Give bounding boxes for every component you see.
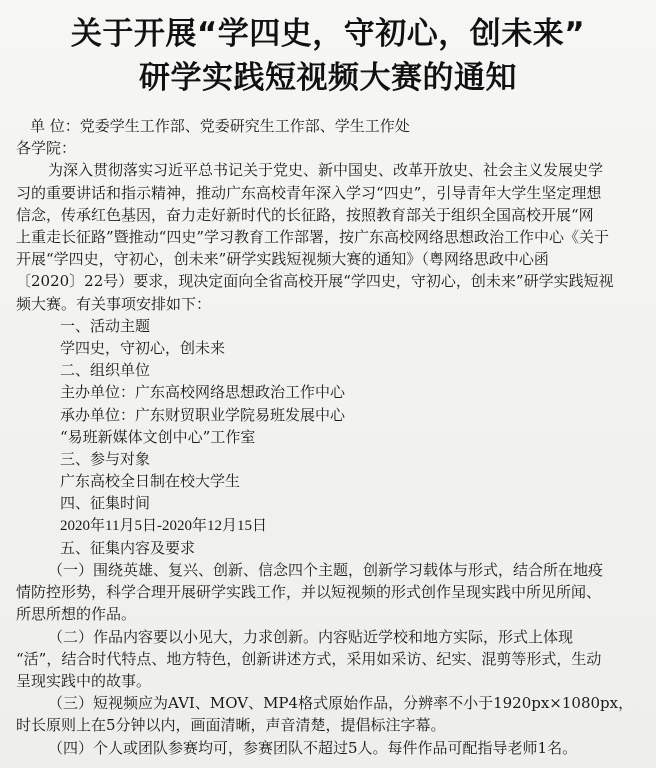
intro-line-5: 开展“学四史，守初心，创未来”研学实践短视频大赛的通知》（粤网络思政中心函: [16, 250, 549, 269]
unit-label: 单 位：: [30, 117, 80, 135]
section-2-title: 二、组织单位: [60, 361, 151, 380]
item-3-line-2: 时长原则上在5分钟以内，画面清晰，声音清楚，提倡标注字幕。: [16, 716, 446, 735]
section-4-title: 四、征集时间: [60, 494, 151, 513]
section-4-body: 2020年11月5日-2020年12月15日: [60, 517, 267, 534]
item-1-line-1: （一）围绕英雄、复兴、创新、信念四个主题，创新学习载体与形式，结合所在地疫: [48, 561, 604, 580]
intro-line-4: 上重走长征路”暨推动“四史”学习教育工作部署，按广东高校网络思想政治工作中心《关于: [16, 228, 610, 247]
document-title: [16, 14, 640, 98]
item-2-line-2: “活”，结合时代特点、地方特色，创新讲述方式，采用如采访、纪实、混剪等形式，生动: [16, 649, 602, 668]
section-5-title: 五、征集内容及要求: [60, 538, 196, 557]
section-3-body: 广东高校全日制在校大学生: [60, 472, 241, 491]
title-line-1: 关于开展“学四史，守初心，创未来”: [70, 16, 586, 52]
issuing-unit-line: [16, 115, 640, 137]
intro-line-6: 〔2020〕22号）要求，现决定面向全省高校开展“学四史，守初心，创未来”研学实践短视: [16, 272, 614, 291]
section-2-organizer-1: 承办单位：广东财贸职业学院易班发展中心: [60, 405, 346, 424]
intro-line-1: 为深入贯彻落实习近平总书记关于党史、新中国史、改革开放史、社会主义发展史学: [48, 161, 604, 180]
intro-line-2: 习的重要讲话和指示精神，推动广东高校青年深入学习“四史”，引导青年大学生坚定理想: [16, 183, 602, 202]
title-line-2: 研学实践短视频大赛的通知: [139, 60, 517, 96]
section-3-title: 三、参与对象: [60, 450, 151, 469]
item-2-line-3: 呈现实践中的故事。: [16, 672, 152, 691]
unit-value: 党委学生工作部、党委研究生工作部、学生工作处: [79, 117, 410, 135]
section-2-organizer-2: “易班新媒体文创中心”工作室: [60, 427, 256, 446]
document-body: [16, 115, 640, 759]
item-1-line-3: 所思所想的作品。: [16, 605, 137, 624]
item-2-line-1: （二）作品内容要以小见大，力求创新。内容贴近学校和地方实际，形式上体现: [48, 627, 574, 646]
section-2-host: 主办单位：广东高校网络思想政治工作中心: [60, 383, 346, 402]
item-1-line-2: 情防控形势，科学合理开展研学实践工作，并以短视频的形式创作呈现实践中所见所闻、: [16, 583, 602, 602]
section-1-title: 一、活动主题: [60, 316, 151, 335]
item-3-line-1: （三）短视频应为AVI、MOV、MP4格式原始作品，分辨率不小于1920px×1080px，: [48, 694, 634, 713]
intro-line-3: 信念，传承红色基因，奋力走好新时代的长征路，按照教育部关于组织全国高校开展“网: [16, 205, 594, 224]
salutation: 各学院：: [16, 139, 77, 158]
item-4-line-1: （四）个人或团队参赛均可，参赛团队不超过5人。每件作品可配指导老师1名。: [48, 738, 578, 757]
section-1-body: 学四史，守初心，创未来: [60, 339, 226, 358]
intro-line-7: 频大赛。有关事项安排如下：: [16, 294, 212, 313]
